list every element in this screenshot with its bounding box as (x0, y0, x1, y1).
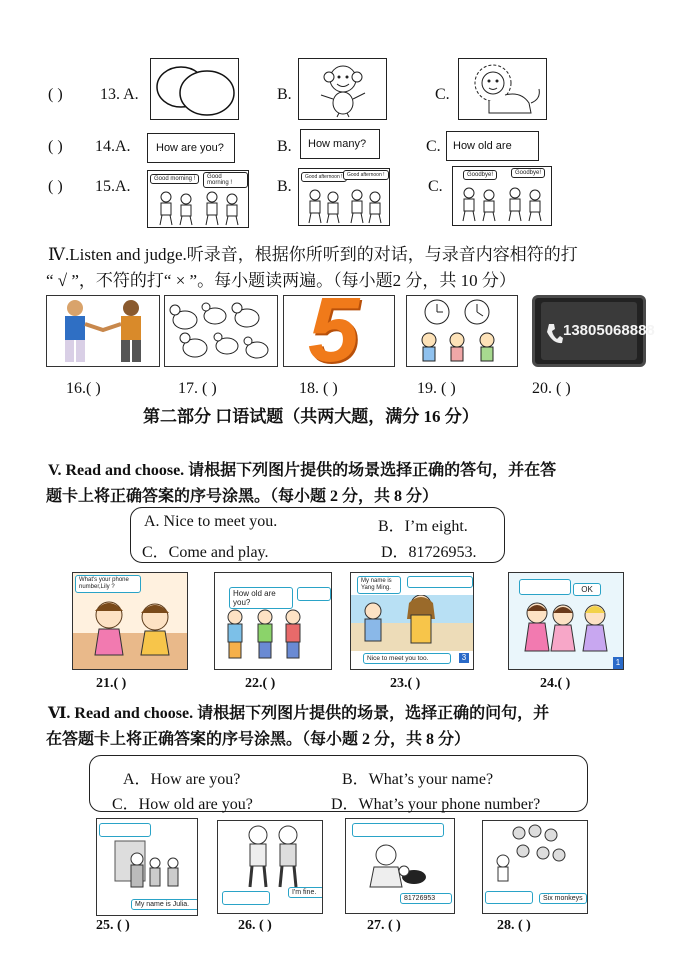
answer-27[interactable]: 27. ( ) (367, 918, 401, 933)
speech-bubble: I'm fine. (288, 887, 323, 898)
q14-b-label: B. (277, 138, 292, 155)
greeting-bubble: Goodbye! (463, 170, 497, 180)
speech-bubble-empty (407, 576, 473, 588)
answer-21[interactable]: 21.( ) (96, 676, 127, 691)
answer-18[interactable]: 18. ( ) (299, 380, 338, 397)
girl-with-dog-icon (346, 837, 454, 893)
monkey-icon (299, 59, 386, 119)
answer-23[interactable]: 23.( ) (390, 676, 421, 691)
scene-21 (72, 572, 188, 670)
clocks-picture (406, 295, 518, 367)
handshake-picture (46, 295, 160, 367)
children-icon (453, 185, 551, 225)
option-d: D．What’s your phone number? (331, 796, 541, 813)
q15-option-c[interactable] (452, 166, 552, 226)
speech-bubble: Six monkeys (539, 893, 587, 904)
section-v-options-box (130, 507, 505, 563)
two-girls-icon (73, 593, 187, 669)
q13-c-label: C. (435, 86, 450, 103)
chickens-picture (164, 295, 278, 367)
q15-number: 15.A. (95, 178, 131, 195)
girl-and-adults-icon (97, 837, 197, 895)
section-iv-instructions: “ √ ”，不符的打“ × ”。每小题读两遍。（每小题2 分，共 10 分） (46, 271, 516, 290)
speech-bubble: OK (573, 583, 601, 596)
q13-option-a-eggs[interactable] (150, 58, 239, 120)
scene-27 (345, 818, 455, 914)
greeting-bubble: Good morning ! (203, 172, 248, 188)
answer-19[interactable]: 19. ( ) (417, 380, 456, 397)
speech-bubble-empty (99, 823, 151, 837)
answer-16[interactable]: 16.( ) (66, 380, 101, 397)
option-d: D．81726953. (381, 544, 477, 561)
two-boys-icon (218, 821, 322, 891)
part-two-title: 第二部分 口语试题（共两大题，满分 16 分） (143, 407, 479, 426)
q14-option-c[interactable]: How old are (446, 131, 539, 161)
number-five: 5 (308, 295, 360, 367)
scene-23 (350, 572, 474, 670)
q14-answer-paren[interactable]: ( ) (48, 138, 63, 155)
greeting-bubble: Good morning ! (150, 174, 199, 184)
speech-bubble: My name is Yang Ming. (357, 576, 401, 594)
answer-24[interactable]: 24.( ) (540, 676, 571, 691)
three-girls-icon (509, 599, 623, 669)
q13-answer-paren[interactable]: ( ) (48, 86, 63, 103)
telephone-icon (545, 322, 563, 344)
answer-26[interactable]: 26. ( ) (238, 918, 272, 933)
greeting-bubble: Good afternoon ! (301, 172, 347, 182)
monkeys-icon (483, 821, 587, 891)
option-b: B．I’m eight. (378, 518, 468, 535)
greeting-bubble: Good afternoon ! (343, 170, 389, 180)
speech-bubble-empty (297, 587, 331, 601)
option-c: C．How old are you? (112, 796, 253, 813)
phone-number-sign (532, 295, 655, 367)
option-c: C．Come and play. (142, 544, 269, 561)
speech-bubble: Nice to meet you too. (363, 653, 451, 664)
speech-bubble-empty (222, 891, 270, 905)
q15-option-a[interactable] (147, 170, 249, 228)
q14-option-a[interactable]: How are you? (147, 133, 235, 163)
q15-c-label: C. (428, 178, 443, 195)
phone-number: 13805068888 (563, 322, 655, 339)
children-icon (148, 189, 248, 227)
q15-option-b[interactable] (298, 168, 390, 226)
scene-28 (482, 820, 588, 914)
scene-26 (217, 820, 323, 914)
speech-bubble: What's your phone number,Lily ? (75, 575, 141, 593)
answer-20[interactable]: 20. ( ) (532, 380, 571, 397)
q13-number: 13. A. (100, 86, 139, 103)
clock-icon (407, 296, 517, 366)
speech-bubble-empty (485, 891, 533, 904)
children-icon (299, 187, 389, 225)
q14-c-label: C. (426, 138, 441, 155)
lion-icon (459, 59, 546, 119)
section-vi-options-box (89, 755, 588, 812)
speech-bubble-empty (519, 579, 571, 595)
section-v-heading: V. Read and choose. 请根据下列图片提供的场景选择正确的答句，并在答 (48, 462, 557, 479)
q14-option-b[interactable]: How many? (300, 129, 380, 159)
q15-answer-paren[interactable]: ( ) (48, 178, 63, 195)
speech-bubble: How old are you? (229, 587, 293, 609)
scene-number-tag: 3 (459, 653, 469, 663)
option-a: A．How are you? (123, 771, 241, 788)
scene-22 (214, 572, 332, 670)
teacher-and-boy-icon (351, 595, 473, 651)
q15-b-label: B. (277, 178, 292, 195)
handshake-icon (47, 296, 159, 366)
q14-number: 14.A. (95, 138, 131, 155)
option-b: B．What’s your name? (342, 771, 494, 788)
scene-24 (508, 572, 624, 670)
answer-25[interactable]: 25. ( ) (96, 918, 130, 933)
chicken-icon (165, 296, 277, 366)
three-kids-icon (215, 609, 331, 669)
greeting-bubble: Goodbye! (511, 168, 545, 178)
answer-22[interactable]: 22.( ) (245, 676, 276, 691)
speech-bubble: 81726953 (400, 893, 452, 904)
section-v-instructions: 题卡上将正确答案的序号涂黑。（每小题 2 分，共 8 分） (46, 488, 439, 505)
section-vi-heading: Ⅵ. Read and choose. 请根据下列图片提供的场景，选择正确的问句，并 (48, 705, 550, 722)
section-vi-instructions: 在答题卡上将正确答案的序号涂黑。（每小题 2 分，共 8 分） (46, 731, 471, 748)
q13-b-label: B. (277, 86, 292, 103)
number-five-picture (283, 295, 395, 367)
section-iv-heading: Ⅳ.Listen and judge.听录音，根据你所听到的对话，与录音内容相符的打 (48, 245, 578, 264)
scene-number-tag: 1 (613, 657, 623, 669)
answer-17[interactable]: 17. ( ) (178, 380, 217, 397)
eggs-icon (151, 59, 238, 119)
speech-bubble: My name is Julia. (131, 899, 198, 910)
q13-option-c-lion[interactable] (458, 58, 547, 120)
answer-28[interactable]: 28. ( ) (497, 918, 531, 933)
option-a: A. Nice to meet you. (144, 513, 278, 530)
scene-25 (96, 818, 198, 916)
q13-option-b-monkey[interactable] (298, 58, 387, 120)
speech-bubble-empty (352, 823, 444, 837)
